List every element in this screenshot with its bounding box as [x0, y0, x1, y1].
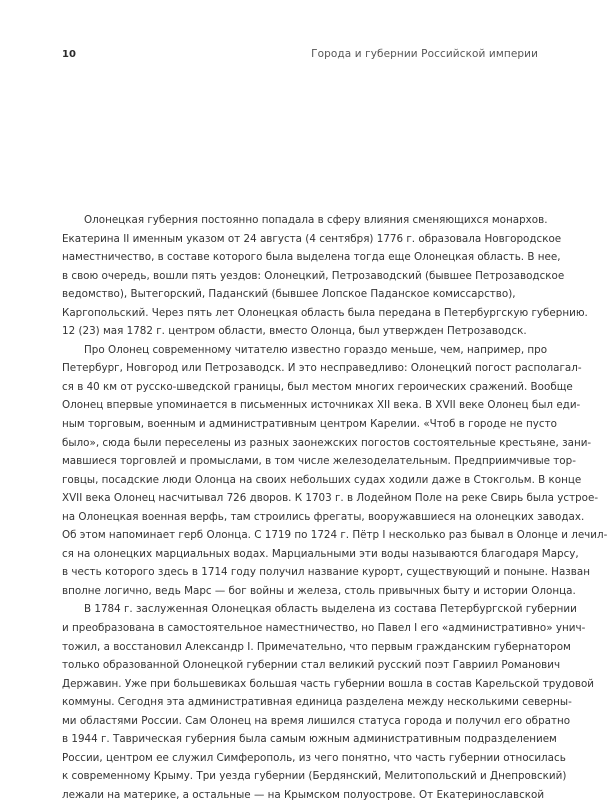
text-line: ведомство), Вытегорский, Паданский (бывшее Лопское Паданское комиссарство), — [62, 288, 516, 301]
text-line: ся на олонецких марциальных водах. Марциальными эти воды называются благодаря Марсу, — [62, 547, 579, 560]
text-line: ся в 40 км от русско-шведской границы, был местом многих героических сражений. Вообще — [62, 380, 573, 393]
text-line: XVII века Олонец насчитывал 726 дворов. К 1703 г. в Лодейном Поле на реке Свирь была устрое- — [62, 492, 599, 505]
page-header — [62, 44, 538, 64]
text-line: в честь которого здесь в 1714 году получил название курорт, существующий и поныне. Назван — [62, 566, 590, 579]
text-line: наместничество, в составе которого была выделена тогда еще Олонецкая область. В нее, — [62, 251, 561, 264]
text-line: ми областями России. Сам Олонец на время лишился статуса города и получил его обратно — [62, 714, 571, 727]
text-line: Про Олонец современному читателю известно гораздо меньше, чем, например, про — [84, 343, 548, 356]
text-line: тожил, а восстановил Александр I. Примечательно, что первым гражданским губернатором — [62, 640, 571, 653]
text-line: России, центром ее служил Симферополь, из чего понятно, что часть губернии относилась — [62, 751, 566, 764]
page-number: 10 — [62, 48, 76, 60]
text-line: к современному Крыму. Три уезда губернии (Бердянский, Мелитопольский и Днепровский) — [62, 770, 567, 783]
text-line: Петербург, Новгород или Петрозаводск. И это несправедливо: Олонецкий погост располагал- — [62, 362, 582, 375]
text-line: Олонецкая губерния постоянно попадала в сферу влияния сменяющихся монархов. — [84, 214, 548, 226]
text-line: говцы, посадские люди Олонца на своих небольших судах ходили даже в Стокгольм. В конце — [62, 473, 582, 486]
text-line: вполне логично, ведь Марс — бог войны и железа, столь привычных быту и истории Олонца. — [62, 584, 576, 597]
text-line: 12 (23) мая 1782 г. центром области, вместо Олонца, был утвержден Петрозаводск. — [62, 325, 527, 338]
running-title: Города и губернии Российской империи — [311, 48, 538, 60]
text-line: Екатерина II именным указом от 24 августа (4 сентября) 1776 г. образовала Новгородское — [62, 232, 562, 245]
paragraph — [62, 600, 595, 804]
text-line: Каргопольский. Через пять лет Олонецкая область была передана в Петербургскую губернию. — [62, 306, 588, 319]
text-line: Державин. Уже при большевиках большая часть губернии вошла в состав Карельской трудовой — [62, 677, 595, 690]
body-text — [62, 211, 607, 805]
text-line: в свою очередь, вошли пять уездов: Олонецкий, Петрозаводский (бывшее Петрозаводское — [62, 269, 565, 282]
text-line: на Олонецкая военная верфь, там строились фрегаты, вооружавшиеся на олонецких заводах. — [62, 510, 585, 523]
text-line: мавшиеся торговлей и промыслами, в том числе железоделательным. Предприимчивые тор- — [62, 455, 576, 468]
text-line: в 1944 г. Таврическая губерния была самым южным административным подразделением — [62, 733, 557, 746]
text-line: лежали на материке, а остальные — на Крымском полуострове. От Екатеринославской — [62, 788, 545, 801]
text-line: только образованной Олонецкой губернии стал великий русский поэт Гавриил Романович — [62, 659, 561, 672]
text-line: было», сюда были переселены из разных заонежских погостов состоятельные крестьяне, зани- — [62, 436, 592, 449]
text-line: Олонец впервые упоминается в письменных источниках XII века. В XVII веке Олонец был еди- — [62, 399, 581, 412]
text-line: коммуны. Сегодня эта административная единица разделена между несколькими северны- — [62, 696, 572, 709]
text-line: и преобразована в самостоятельное наместничество, но Павел I его «административно» унич- — [62, 622, 586, 635]
paragraph — [62, 211, 588, 341]
paragraph — [62, 341, 607, 601]
text-line: Об этом напоминает герб Олонца. С 1719 по 1724 г. Пётр I несколько раз бывал в Олонце и лечил- — [62, 529, 607, 542]
text-line: ным торговым, военным и административным центром Карелии. «Чтоб в городе не пусто — [62, 418, 557, 431]
text-line: В 1784 г. заслуженная Олонецкая область выделена из состава Петербургской губернии — [84, 603, 577, 616]
